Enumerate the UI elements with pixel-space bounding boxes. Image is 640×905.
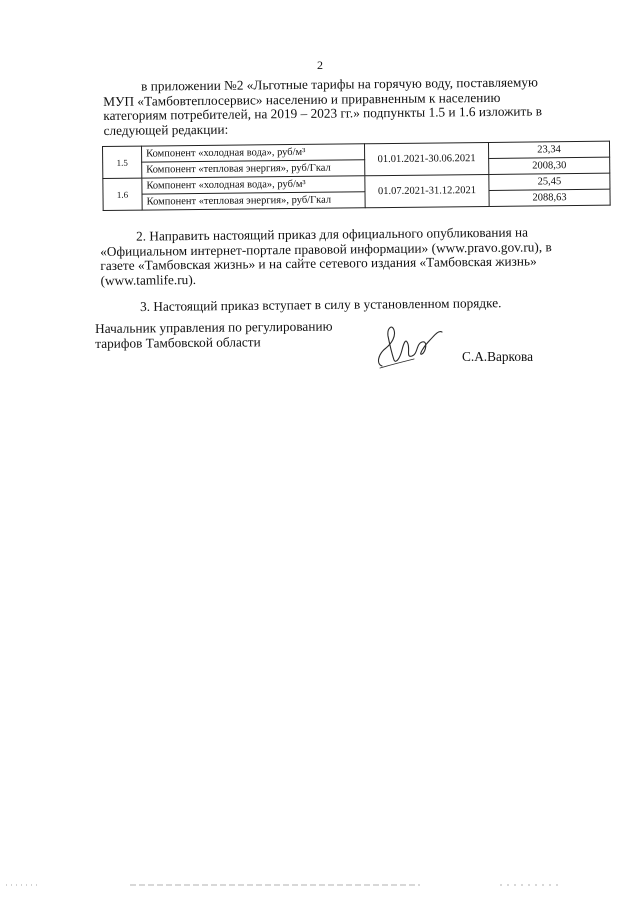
paragraph-line: «Официальном интернет-портале правовой информации» (www.pravo.gov.ru), в [100,238,552,259]
period-cell: 01.07.2021-31.12.2021 [365,174,489,207]
paragraph-line: (www.tamlife.ru). [100,271,197,288]
handwritten-signature [372,318,452,373]
component-label: Компонент «тепловая энергия», руб/Гкал [142,192,365,210]
paragraph-publication [100,225,611,289]
paragraph-line: МУП «Тамбовтеплосервис» населению и приравненным к населению [103,89,501,109]
tariff-value: 2008,30 [489,157,610,174]
paragraph-line: категориям потребителей, на 2019 – 2023 гг.» подпункты 1.5 и 1.6 изложить в [103,103,543,124]
signatory-name: С.А.Варкова [462,349,533,364]
paragraph-appendix-amendment [103,75,612,139]
paragraph-line: 2. Направить настоящий приказ для официального опубликования на [135,224,529,244]
row-number: 1.6 [103,178,142,210]
paragraph-line: в приложении №2 «Льготные тарифы на горячую воду, поставляемую [140,74,539,94]
tariff-table [102,141,611,211]
signatory-title-line: тарифов Тамбовской области [95,333,261,351]
tariff-value: 23,34 [488,141,609,158]
row-number: 1.5 [103,146,142,178]
component-label: Компонент «холодная вода», руб/м³ [142,176,365,194]
paragraph-line: газете «Тамбовская жизнь» и на сайте сетевого издания «Тамбовская жизнь» [100,253,537,274]
tariff-value: 25,45 [489,173,610,190]
signatory-title-line: Начальник управления по регулированию [94,318,333,336]
paragraph-line: следующей редакции: [103,121,229,138]
tariff-value: 2088,63 [489,189,610,206]
component-label: Компонент «холодная вода», руб/м³ [142,144,365,162]
signatory-title [95,320,333,351]
period-cell: 01.01.2021-30.06.2021 [364,142,488,175]
component-label: Компонент «тепловая энергия», руб/Гкал [142,160,365,178]
page-number: 2 [317,58,323,72]
paragraph-effective: 3. Настоящий приказ вступает в силу в установленном порядке. [139,295,502,314]
scan-noise [0,882,640,888]
